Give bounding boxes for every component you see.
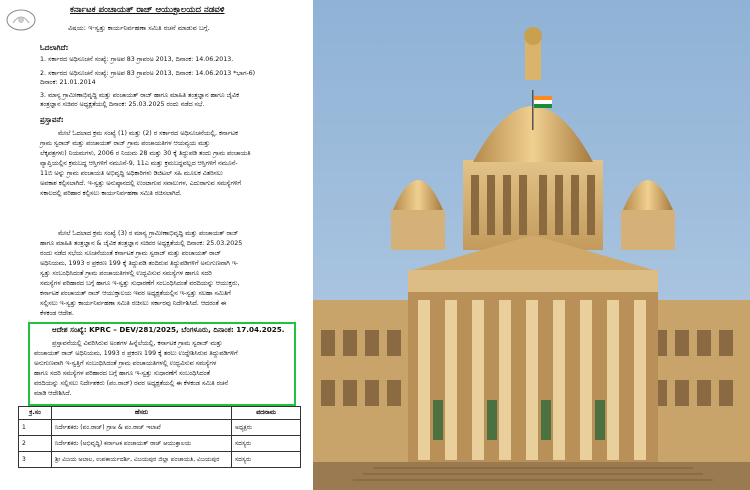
preamble-line: ಕೆಳಕಂಡ ಆದೇಶ. — [40, 310, 74, 317]
document-header: ಕರ್ನಾಟಕ ಪಂಚಾಯತ್ ರಾಜ್ ಆಯುಕ್ತಾಲಯದ ನಡವಳಿ — [70, 5, 225, 15]
government-order-document — [0, 0, 303, 490]
government-seal-icon — [4, 7, 38, 33]
order-line: ವರದಿಯನ್ನು ಸಲ್ಲಿಸಲು ನಿರ್ದೇಶಕರು (ಪಂ.ರಾಜ್) ರವರ ಅಧ್ಯಕ್ಷತೆಯಲ್ಲಿ ಈ ಕೆಳಕಂಡ ಸಮಿತಿ ರಚನೆ — [34, 380, 228, 387]
reference-line: ದಿನಾಂಕ: 21.01.2014 — [40, 79, 96, 86]
member-name: ನಿರ್ದೇಶಕರು (ಅಭಿವೃದ್ಧಿ) ಕರ್ನಾಟಕ ಪಂಚಾಯತ್ ರಾಜ್ ಆಯುಕ್ತಾಲಯ — [52, 436, 232, 452]
preamble-line: ಲೆಕ್ಕಪತ್ರಗಳು) ನಿಯಮಗಳು, 2006 ರ ನಿಯಮ 28 ಮತ್ತು 30 ಕ್ಕೆ ತಿದ್ದುಪಡಿ ತಂದು ಗ್ರಾಮ ಪಂಚಾಯತಿ — [40, 150, 251, 157]
preamble-line: 11ಬಿ ಅನ್ನು ಗ್ರಾಮ ಪಂಚಾಯತಿ ಅಭಿವೃದ್ಧಿ ಅಧಿಕಾರಿಗಳು ಡಿಜಿಟಲ್ ಸಹಿ ಮೂಲಕ ವಿತರಿಸಲು — [40, 170, 223, 177]
preamble-line: ಕರ್ನಾಟಕ ಪಂಚಾಯತ್ ರಾಜ್ ಆಯುಕ್ತಾಲಯ ಇವರ ಅಧ್ಯಕ್ಷತೆಯಲ್ಲಿನ ಇ-ಸ್ವತ್ತು ಸಲಹಾ ಸಮಿತಿಗೆ — [40, 290, 231, 297]
preamble-line: ಅವಕಾಶ ಕಲ್ಪಿಸಲಾಗಿದೆ. ಇ-ಸ್ವತ್ತು ಅನುಷ್ಠಾನದಲ್ಲಿ ಉಂಟಾಗುವ ಸವಾಲುಗಳ, ಎದುರಾಗುವ ಸಮಸ್ಯೆಗಳಿಗೆ — [40, 180, 242, 187]
order-number: ಆದೇಶ ಸಂಖ್ಯೆ: KPRC – DEV/281/2025, ಬೆಂಗಳೂರು, ದಿನಾಂಕ: 17.04.2025. — [52, 325, 285, 334]
order-line: ಅನುಗುಣವಾಗಿ ಇ-ಸ್ವತ್ತಿಗೆ ಸಂಬಂಧಿಸಿದಂತೆ ಗ್ರಾಮ ಪಂಚಾಯತಿಗಳಲ್ಲಿ ಉದ್ಭವಿಸುವ ಸಮಸ್ಯೆಗಳ — [34, 360, 217, 367]
preamble-line: ಸ್ವತ್ತು ಸಂಬಂಧಿಸಿದಂತೆ ಗ್ರಾಮ ಪಂಚಾಯತಿಗಳಲ್ಲಿ ಉದ್ಭವಿಸುವ ಸಮಸ್ಯೆಗಳ ಹಾಗೂ ಸದರಿ — [40, 270, 212, 277]
preamble-line: ಸಲ್ಲಿಸಲು ಇ-ಸ್ವತ್ತು ಕಾರ್ಯನಿರ್ವಹಣಾ ಸಮಿತಿ ರಚಿಸಲು ಸರ್ಕಾರವು ನಿರ್ದೇಶಿಸಿದೆ. ಆದರಂತೆ ಈ — [40, 300, 227, 307]
column-header: ಕ್ರ.ಸಂ — [19, 407, 52, 420]
panel-divider — [303, 0, 313, 490]
preamble-line: ಮೇಲೆ ಓದಲಾದ ಕ್ರಮ ಸಂಖ್ಯೆ (1) ಮತ್ತು (2) ರ ಸರ್ಕಾರದ ಅಧಿಸೂಚನೆಯಲ್ಲಿ, ಕರ್ನಾಟಕ — [58, 130, 238, 137]
document-subject: ವಿಷಯ: ಇ-ಸ್ವತ್ತು ಕಾರ್ಯನಿರ್ವಹಣಾ ಸಮಿತಿ ರಚನೆ ಮಾಡುವ ಬಗ್ಗೆ. — [68, 24, 210, 32]
preamble-heading: ಪ್ರಸ್ತಾವನೆ: — [40, 115, 64, 124]
order-line: ಪ್ರಸ್ತಾವನೆಯಲ್ಲಿ ವಿವರಿಸಿರುವ ಅಂಶಗಳ ಹಿನ್ನೆಲೆಯಲ್ಲಿ, ಕರ್ನಾಟಕ ಗ್ರಾಮ ಸ್ವರಾಜ್ ಮತ್ತು — [52, 340, 223, 347]
row-number: 1 — [19, 420, 52, 436]
table-header-row — [19, 407, 301, 420]
building-illustration — [313, 0, 750, 490]
reference-line: 2. ಸರ್ಕಾರದ ಅಧಿಸೂಚನೆ ಸಂಖ್ಯೆ: ಗ್ರಾಅಪ 83 ಗ್ರಾಪಂಅ 2013, ದಿನಾಂಕ: 14.06.2013 *ಭಾಗ-6) — [40, 70, 256, 77]
column-header: ಪದನಾಮ — [232, 407, 301, 420]
preamble-line: ಹಾಗೂ ಮಾಹಿತಿ ತಂತ್ರಜ್ಞಾನ & ಜೈವಿಕ ತಂತ್ರಜ್ಞಾನ ಸಚಿವರ ಅಧ್ಯಕ್ಷತೆಯಲ್ಲಿ ದಿನಾಂಕ: 25.03.2025 — [40, 240, 243, 247]
order-line: ಮಾಡಿ ಆದೇಶಿಸಿದೆ. — [34, 390, 72, 397]
preamble-line: ಸಮಸ್ಯೆಗಳ ಪರಿಹಾರದ ಬಗ್ಗೆ ಹಾಗೂ ಇ-ಸ್ವತ್ತು ಸುಧಾರಣೆಗೆ ಸಂಬಂಧಿಸಿದಂತೆ ವರದಿಯನ್ನು ಆಯುಕ್ತರು, — [40, 280, 240, 287]
reference-line: ತಂತ್ರಜ್ಞಾನ ಸಚಿವರ ಅಧ್ಯಕ್ಷತೆಯಲ್ಲಿ ದಿನಾಂಕ: 25.03.2025 ರಂದು ನಡೆದ ಸಭೆ. — [40, 101, 205, 108]
preamble-line: ಅಧಿನಿಯಮ, 1993 ರ ಪ್ರಕರಣ 199 ಕ್ಕೆ ತಿದ್ದುಪಡಿ ತಂದಿರುವ ತಿದ್ದುಪಡಿಗಳಿಗೆ ಅನುಗುಣವಾಗಿ ಇ- — [40, 260, 239, 267]
member-name: ನಿರ್ದೇಶಕರು (ಪಂ.ರಾಜ್) ಗ್ರಾಅ & ಪಂ.ರಾಜ್ ಇಲಾಖೆ — [52, 420, 232, 436]
member-role: ಅಧ್ಯಕ್ಷರು — [232, 420, 301, 436]
row-number: 2 — [19, 436, 52, 452]
preamble-line: ರಂದು ನಡೆದ ಸಭೆಯ ಸೂಚನೆಯಂತೆ ಕರ್ನಾಟಕ ಗ್ರಾಮ ಸ್ವರಾಜ್ ಮತ್ತು ಪಂಚಾಯತ್ ರಾಜ್ — [40, 250, 221, 257]
reference-line: 3. ಮಾನ್ಯ ಗ್ರಾಮೀಣಾಭಿವೃದ್ಧಿ ಮತ್ತು ಪಂಚಾಯತ್ ರಾಜ್ ಹಾಗೂ ಮಾಹಿತಿ ತಂತ್ರಜ್ಞಾನ ಹಾಗೂ ಜೈವಿಕ — [40, 92, 239, 99]
table-row — [19, 436, 301, 452]
preamble-line: ವ್ಯಾಪ್ತಿಯಲ್ಲಿನ ಕ್ರಮಬದ್ಧ ಆಸ್ತಿಗಳಿಗೆ ನಮೂನೆ-9, 11ಎ ಮತ್ತು ಕ್ರಮಬದ್ಧವಲ್ಲದ ಆಸ್ತಿಗಳಿಗೆ ನಮೂನೆ- — [40, 160, 238, 167]
order-line: ಪಂಚಾಯತ್ ರಾಜ್ ಅಧಿನಿಯಮ, 1993 ರ ಪ್ರಕರಣ 199 ಕ್ಕೆ ತರಲು ಉದ್ದೇಶಿಸಿರುವ ತಿದ್ದುಪಡಿಗಳಿಗೆ — [34, 350, 238, 357]
member-role: ಸದಸ್ಯರು — [232, 436, 301, 452]
member-name: ಶ್ರೀ ವಿಜಯ ಅಲಾಲ, ಉಪಕಾರ್ಯದರ್ಶಿ, ವಿಜಯಪುರ ಜಿಲ್ಲಾ ಪಂಚಾಯತಿ, ವಿಜಯಪುರ — [52, 452, 232, 468]
vidhana-soudha-photo — [313, 0, 750, 490]
preamble-line: ಮೇಲೆ ಓದಲಾದ ಕ್ರಮ ಸಂಖ್ಯೆ (3) ರ ಮಾನ್ಯ ಗ್ರಾಮೀಣಾಭಿವೃದ್ಧಿ ಮತ್ತು ಪಂಚಾಯತ್ ರಾಜ್ — [58, 230, 239, 237]
member-role: ಸದಸ್ಯರು — [232, 452, 301, 468]
table-row — [19, 452, 301, 468]
order-line: ಹಾಗೂ ಸದರಿ ಸಮಸ್ಯೆಗಳ ಪರಿಹಾರದ ಬಗ್ಗೆ ಹಾಗೂ ಇ-ಸ್ವತ್ತು ಸುಧಾರಣೆಗೆ ಸಂಬಂಧಿಸಿದಂತೆ — [34, 370, 210, 377]
committee-table — [18, 406, 301, 468]
references-heading: ಓದಲಾಗಿದೆ: — [40, 43, 69, 52]
row-number: 3 — [19, 452, 52, 468]
preamble-line: ಸಕಾಲದಲ್ಲಿ ಪರಿಹಾರ ಕಲ್ಪಿಸಲು ಕಾರ್ಯನಿರ್ವಹಣಾ ಸಮಿತಿ ರಚಿಸಲಾಗಿದೆ. — [40, 190, 182, 197]
table-row — [19, 420, 301, 436]
preamble-line: ಗ್ರಾಮ ಸ್ವರಾಜ್ ಮತ್ತು ಪಂಚಾಯತ್ ರಾಜ್ ಗ್ರಾಮ ಪಂಚಾಯತಿಗಳ ಆಯವ್ಯಯ ಮತ್ತು — [40, 140, 210, 147]
column-header: ಹೆಸರು — [52, 407, 232, 420]
reference-line: 1. ಸರ್ಕಾರದ ಅಧಿಸೂಚನೆ ಸಂಖ್ಯೆ: ಗ್ರಾಅಪ 83 ಗ್ರಾಪಂಅ 2013, ದಿನಾಂಕ: 14.06.2013. — [40, 56, 234, 63]
